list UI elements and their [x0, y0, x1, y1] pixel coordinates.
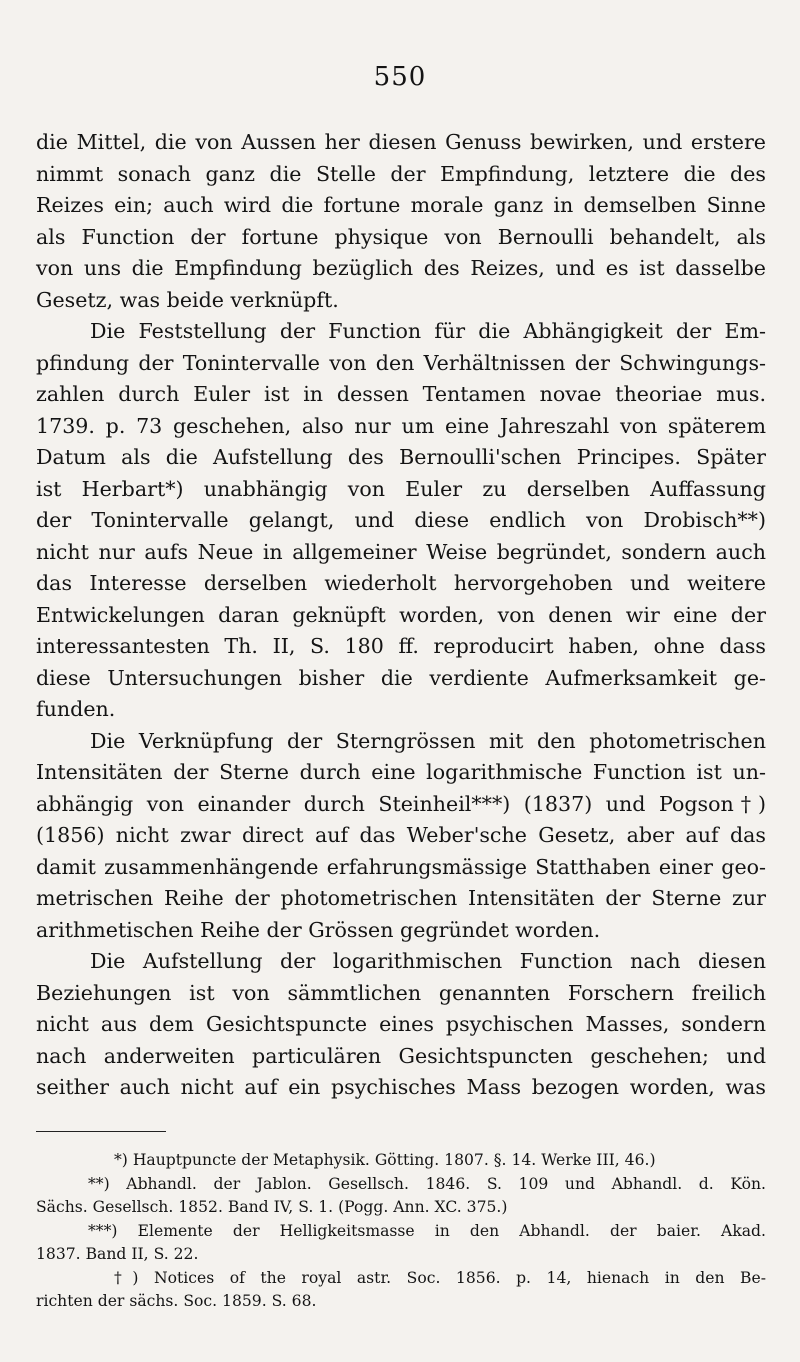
footnote-line: richten der sächs. Soc. 1859. S. 68. — [36, 1292, 317, 1310]
body-line: funden. — [36, 697, 116, 721]
footnote-rule — [36, 1131, 166, 1132]
body-line: abhängig von einander durch Steinheil***) (1837) und Pogson†) — [36, 791, 766, 816]
page-number: 550 — [373, 62, 427, 92]
body-line: Die Aufstellung der logarithmischen Function nach diesen — [90, 949, 766, 973]
footnote-line: †) Notices of the royal astr. Soc. 1856. p. 14, hienach in den Be- — [114, 1268, 766, 1287]
body-line: interessantesten Th. II, S. 180 ff. reproducirt haben, ohne dass — [36, 634, 766, 658]
body-line: zahlen durch Euler ist in dessen Tentamen novae theoriae mus. — [36, 382, 766, 406]
body-line: metrischen Reihe der photometrischen Intensitäten der Sterne zur — [36, 886, 766, 910]
body-line: Reizes ein; auch wird die fortune morale ganz in demselben Sinne — [36, 193, 766, 217]
footnote-line: *) Hauptpuncte der Metaphysik. Götting. 1807. §. 14. Werke III, 46.) — [114, 1151, 656, 1169]
body-line: nach anderweiten particulären Gesichtspuncten geschehen; und — [36, 1043, 766, 1068]
body-line: der Tonintervalle gelangt, und diese endlich von Drobisch**) — [36, 508, 766, 532]
body-line: pfindung der Tonintervalle von den Verhältnissen der Schwingungs- — [36, 350, 766, 375]
body-line: seither auch nicht auf ein psychisches Mass bezogen worden, was — [36, 1075, 766, 1099]
body-line: Die Verknüpfung der Sterngrössen mit den photometrischen — [90, 728, 766, 753]
body-line: Gesetz, was beide verknüpft. — [36, 287, 339, 312]
body-line: ist Herbart*) unabhängig von Euler zu derselben Auffassung — [36, 476, 766, 501]
body-line: die Mittel, die von Aussen her diesen Genuss bewirken, und erstere — [36, 130, 766, 154]
body-line: Die Feststellung der Function für die Abhängigkeit der Em- — [90, 319, 766, 343]
body-line: Entwickelungen daran geknüpft worden, von denen wir eine der — [36, 602, 766, 627]
footnotes — [36, 1149, 766, 1314]
body-line: als Function der fortune physique von Bernoulli behandelt, als — [36, 224, 766, 249]
body-line: damit zusammenhängende erfahrungsmässige Statthaben einer geo- — [36, 854, 766, 879]
body-line: das Interesse derselben wiederholt hervorgehoben und weitere — [36, 571, 766, 595]
footnote-line: 1837. Band II, S. 22. — [36, 1245, 199, 1263]
footnote-line: **) Abhandl. der Jablon. Gesellsch. 1846. S. 109 und Abhandl. d. Kön. — [88, 1174, 766, 1193]
body-line: 1739. p. 73 geschehen, also nur um eine Jahreszahl von späterem — [36, 413, 766, 438]
footnote-line: ***) Elemente der Helligkeitsmasse in den Abhandl. der baier. Akad. — [88, 1221, 766, 1240]
footnote-line: Sächs. Gesellsch. 1852. Band IV, S. 1. (Pogg. Ann. XC. 375.) — [36, 1198, 508, 1216]
body-line: Datum als die Aufstellung des Bernoulli'schen Principes. Später — [36, 445, 766, 469]
body-line: nicht aus dem Gesichtspuncte eines psychischen Masses, sondern — [36, 1012, 766, 1036]
body-line: nimmt sonach ganz die Stelle der Empfindung, letztere die des — [36, 161, 766, 186]
body-line: nicht nur aufs Neue in allgemeiner Weise begründet, sondern auch — [36, 539, 766, 564]
body-line: arithmetischen Reihe der Grössen gegründet worden. — [36, 917, 601, 942]
body-text — [36, 127, 766, 1104]
body-line: von uns die Empfindung bezüglich des Reizes, und es ist dasselbe — [36, 256, 766, 280]
body-line: Intensitäten der Sterne durch eine logarithmische Function ist un- — [36, 760, 766, 784]
body-line: Beziehungen ist von sämmtlichen genannten Forschern freilich — [36, 980, 766, 1005]
body-line: (1856) nicht zwar direct auf das Weber'sche Gesetz, aber auf das — [36, 823, 766, 847]
body-line: diese Untersuchungen bisher die verdiente Aufmerksamkeit ge- — [36, 665, 766, 690]
